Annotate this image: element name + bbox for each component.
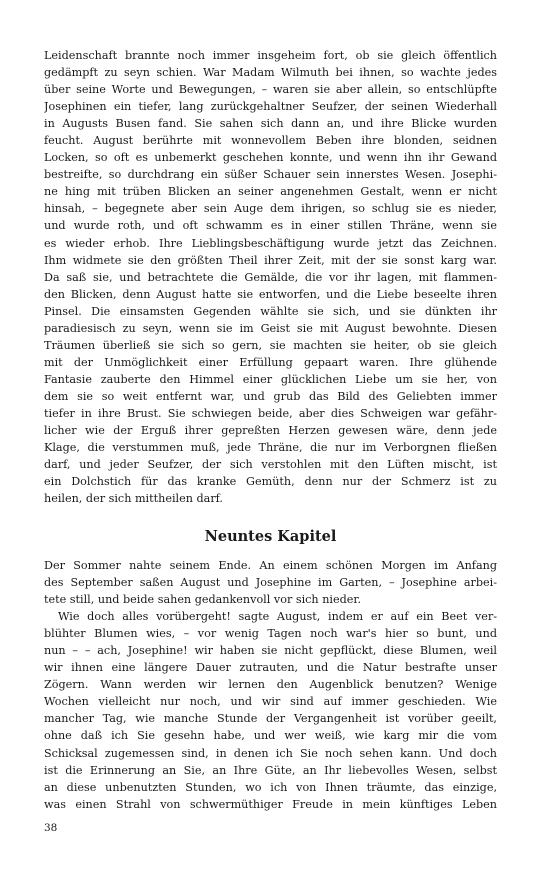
text-line: an diese unbenutzten Stunden, wo ich von Ihnen träumte, das einzige, — [44, 780, 497, 794]
text-line: Wochen vielleicht nur noch, und wir sind auf immer geschieden. Wie — [44, 695, 497, 709]
text-line: mancher Tag, wie manche Stunde der Vergangenheit ist vorüber geeilt, — [44, 712, 497, 726]
text-line: Josephinen ein tiefer, lang zurückgehaltner Seufzer, der seinen Wiederhall — [44, 100, 497, 114]
text-line: was einen Strahl von schwermüthiger Freude in mein künftiges Leben — [44, 797, 497, 811]
text-line: tete still, und beide sahen gedankenvoll vor sich nieder. — [44, 593, 362, 607]
text-line: feucht. August berührte mit wonnevollem Beben ihre blonden, seidnen — [44, 134, 497, 148]
paragraph-3 — [44, 608, 497, 813]
text-line: mit der Unmöglichkeit einer Erfüllung gepaart waren. Ihre glühende — [44, 355, 497, 369]
text-line: den Blicken, denn August hatte sie entworfen, und die Liebe beseelte ihren — [44, 287, 497, 301]
text-line: ein Dolchstich für das kranke Gemüth, denn nur der Schmerz ist zu — [44, 475, 497, 489]
text-line: Schicksal zugemessen sind, in denen ich Sie noch sehen kann. Und doch — [44, 746, 497, 760]
text-line: ne hing mit trüben Blicken an seiner angenehmen Gestalt, wenn er nicht — [44, 185, 497, 199]
text-line: dem sie so weit entfernt war, und grub das Bild des Geliebten immer — [44, 389, 497, 403]
text-line: bestreifte, so durchdrang ein süßer Schauer sein innerstes Wesen. Josephi- — [44, 168, 497, 182]
paragraph-2 — [44, 557, 497, 608]
text-line: blühter Blumen wies, – vor wenig Tagen noch war's hier so bunt, und — [44, 627, 497, 641]
text-line: darf, und jeder Seufzer, der sich verstohlen mit den Lüften mischt, ist — [44, 458, 497, 472]
text-line: Ihm widmete sie den größten Theil ihrer Zeit, mit der sie sonst karg war. — [44, 253, 497, 267]
text-line: Klage, die verstummen muß, jede Thräne, die nur im Verborgnen fließen — [44, 441, 497, 455]
text-line: gedämpft zu seyn schien. War Madam Wilmuth bei ihnen, so wachte jedes — [44, 66, 497, 80]
page-text — [44, 47, 497, 811]
text-line: Da saß sie, und betrachtete die Gemälde, die vor ihr lagen, mit flammen- — [44, 270, 497, 284]
page-number: 38 — [44, 822, 58, 834]
text-line: Wie doch alles vorübergeht! sagte August, indem er auf ein Beet ver- — [58, 610, 497, 624]
text-line: paradiesisch zu seyn, wenn sie im Geist sie mit August bewohnte. Diesen — [44, 321, 497, 335]
text-line: in Augusts Busen fand. Sie sahen sich dann an, und ihre Blicke wurden — [44, 117, 497, 131]
text-line: es wieder erhob. Ihre Lieblingsbeschäftigung wurde jetzt das Zeichnen. — [44, 236, 497, 250]
paragraph-1 — [44, 47, 497, 507]
text-line: nun – – ach, Josephine! wir haben sie nicht gepflückt, diese Blumen, weil — [44, 644, 497, 658]
text-line: heilen, der sich mittheilen darf. — [44, 492, 223, 506]
text-line: Zögern. Wann werden wir lernen den Augenblick benutzen? Wenige — [44, 678, 497, 692]
text-line: Träumen überließ sie sich so gern, sie machten sie heiter, ob sie gleich — [44, 338, 497, 352]
text-line: wir ihnen eine längere Dauer zutrauten, und die Natur bestrafte unser — [44, 661, 497, 675]
text-line: des September saßen August und Josephine im Garten, – Josephine arbei- — [44, 576, 497, 590]
text-line: ohne daß ich Sie gesehn habe, und wer weiß, wie karg mir die vom — [44, 729, 497, 743]
text-line: tiefer in ihre Brust. Sie schwiegen beide, aber dies Schweigen war gefähr- — [44, 406, 497, 420]
chapter-heading: Neuntes Kapitel — [204, 528, 337, 545]
text-line: über seine Worte und Bewegungen, – waren sie aber allein, so entschlüpfte — [44, 83, 497, 97]
text-line: licher wie der Erguß ihrer gepreßten Herzen gewesen wäre, denn jede — [44, 424, 497, 438]
text-line: ist die Erinnerung an Sie, an Ihre Güte, an Ihr liebevolles Wesen, selbst — [44, 763, 497, 777]
text-line: Locken, so oft es unbemerkt geschehen konnte, und wenn ihn ihr Gewand — [44, 151, 497, 165]
text-line: und wurde roth, und oft schwamm es in einer stillen Thräne, wenn sie — [44, 219, 497, 233]
text-line: Der Sommer nahte seinem Ende. An einem schönen Morgen im Anfang — [44, 559, 497, 572]
text-line: hinsah, – begegnete aber sein Auge dem ihrigen, so schlug sie es nieder, — [44, 202, 497, 216]
text-line: Pinsel. Die einsamsten Gegenden wählte sie sich, und sie dünkten ihr — [44, 304, 497, 318]
text-line: Fantasie zauberte den Himmel einer glücklichen Liebe um sie her, von — [44, 372, 497, 386]
text-line: Leidenschaft brannte noch immer insgeheim fort, ob sie gleich öffentlich — [44, 49, 497, 62]
